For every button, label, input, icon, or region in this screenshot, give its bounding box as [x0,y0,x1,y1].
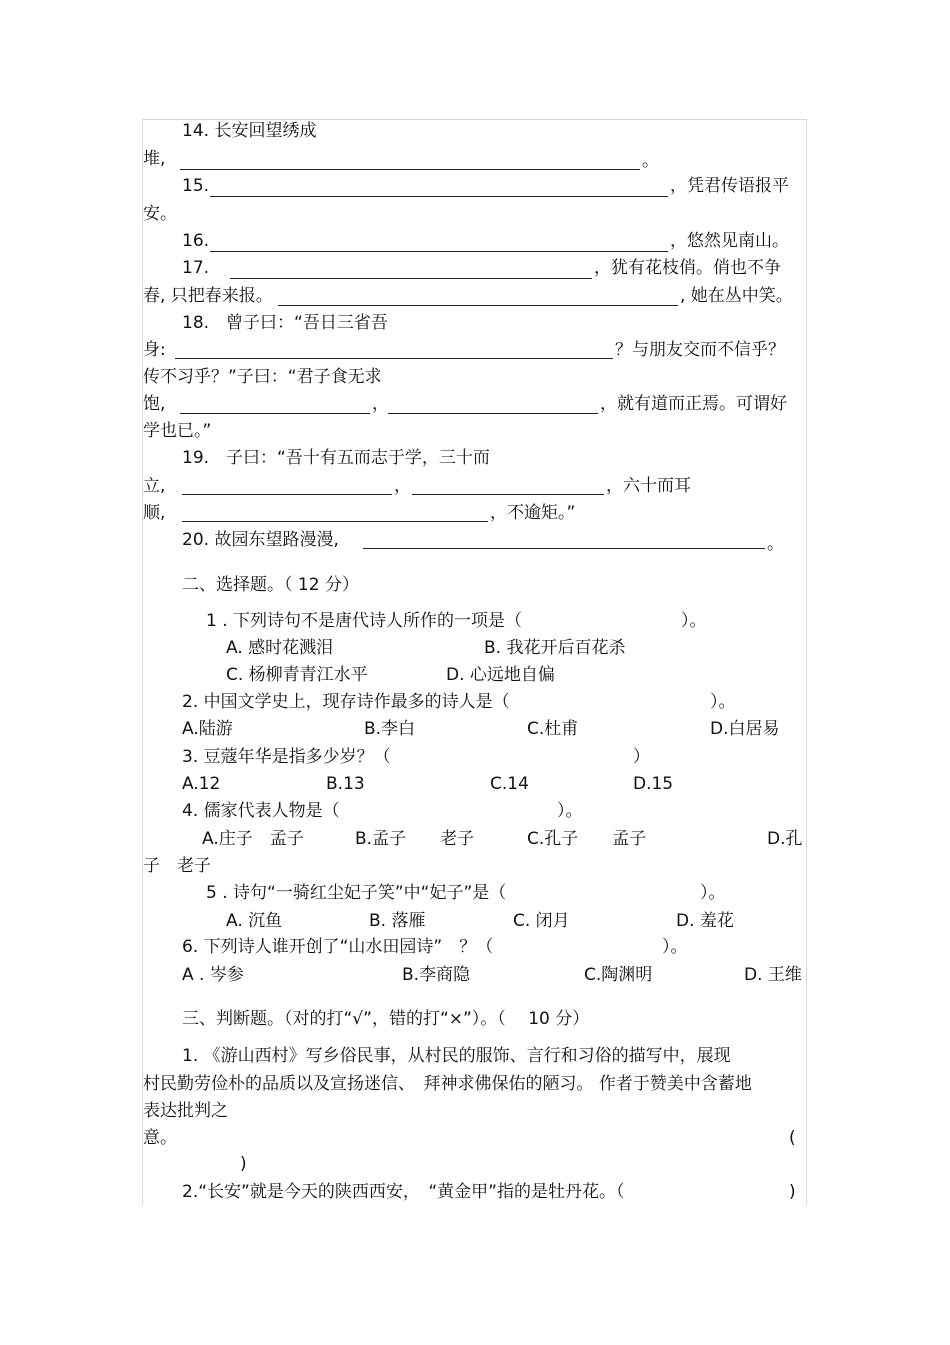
choice-q1-option-a[interactable]: A. 感时花溅泪 [226,638,334,658]
choice-q4-option-d-cont[interactable]: 子 老子 [143,856,211,876]
judge-q1-paren-close[interactable]: ) [240,1154,247,1174]
choice-q2-option-c[interactable]: C.杜甫 [527,719,579,739]
judge-q1-line-1: 1. 《游山西村》写乡俗民事，从村民的服饰、言行和习俗的描写中，展现 [182,1046,731,1066]
choice-q6-option-a[interactable]: A . 岑参 [182,965,244,985]
q17-answer-blank-2[interactable] [278,305,678,306]
choice-q5-stem: 5 . 诗句“一骑红尘妃子笑”中“妃子”是（ [206,883,507,903]
choice-q6-paren-close: ）。 [662,937,688,957]
choice-q5-option-b[interactable]: B. 落雁 [369,911,426,931]
choice-q4-option-c[interactable]: C.孔子 孟子 [527,829,647,849]
choice-q4-paren-close: ）。 [557,801,583,821]
q14-stem: 14. 长安回望绣成 [182,121,317,141]
judge-section-heading: 三、判断题。（对的打“√”，错的打“×”）。（ 10 分） [182,1009,590,1029]
q14-answer-blank[interactable] [180,169,640,170]
q18-stem-4: 饱, [143,394,166,414]
q19-stem-2: ，六十而耳 [606,476,691,496]
q19-comma: ， [394,476,411,496]
q16-stem: ，悠然见南山。 [670,231,789,251]
choice-q1-paren-close: ）。 [681,611,707,631]
choice-q2-option-d[interactable]: D.白居易 [710,719,780,739]
choice-q5-option-a[interactable]: A. 沉鱼 [226,911,283,931]
q20-answer-blank[interactable] [363,548,765,549]
choice-section-heading: 二、选择题。（ 12 分） [182,575,359,595]
choice-q1-stem: 1 . 下列诗句不是唐代诗人所作的一项是（ [206,611,523,631]
choice-q4-stem: 4. 儒家代表人物是（ [182,801,340,821]
q17-number: 17. [182,258,210,278]
q18-comma: ， [372,394,389,414]
q19-stem-cont: 立, [143,476,166,496]
choice-q3-stem: 3. 豆蔻年华是指多少岁？（ [182,747,391,767]
q19-answer-blank-2[interactable] [412,494,604,495]
judge-q1-line-4: 意。 [143,1128,177,1148]
choice-q3-option-b[interactable]: B.13 [326,774,365,794]
choice-q2-stem: 2. 中国文学史上，现存诗作最多的诗人是（ [182,692,510,712]
choice-q6-option-b[interactable]: B.李商隐 [402,965,471,985]
q14-stem-cont: 堆, [143,149,166,169]
judge-q2-stem: 2.“长安”就是今天的陕西西安， “黄金甲”指的是牡丹花。（ [182,1182,625,1202]
q20-stem: 20. 故园东望路漫漫, [182,530,339,550]
q15-stem: ，凭君传语报平 [670,176,789,196]
q18-stem-2: ？与朋友交而不信乎？ [615,340,785,360]
q19-end: ，不逾矩。” [490,503,576,523]
judge-q1-paren-open[interactable]: ( [789,1128,796,1148]
choice-q2-paren-close: ）。 [710,692,736,712]
q18-answer-blank-2[interactable] [180,413,370,414]
choice-q3-paren-close: ） [633,747,650,767]
q14-end: 。 [642,151,659,171]
q15-answer-blank[interactable] [210,196,668,197]
choice-q5-option-c[interactable]: C. 闭月 [513,911,570,931]
choice-q1-option-b[interactable]: B. 我花开后百花杀 [484,638,626,658]
q18-stem-6: 学也已。” [143,421,212,441]
choice-q6-option-c[interactable]: C.陶渊明 [584,965,653,985]
q17-stem-cont: 春, 只把春来报。 [143,286,273,306]
choice-q5-option-d[interactable]: D. 羞花 [676,911,734,931]
q19-answer-blank-3[interactable] [182,521,488,522]
q15-stem-cont: 安。 [143,204,177,224]
choice-q4-option-b[interactable]: B.孟子 老子 [355,829,475,849]
q20-end: 。 [767,534,784,554]
choice-q3-option-c[interactable]: C.14 [490,774,529,794]
q18-stem-cont: 身: [143,340,166,360]
q16-answer-blank[interactable] [210,251,668,252]
page-border-right [806,119,807,1204]
q18-answer-blank-3[interactable] [388,413,598,414]
page-border-top [142,119,806,120]
choice-q5-paren-close: ）。 [700,883,726,903]
q19-answer-blank-1[interactable] [182,494,392,495]
choice-q6-option-d[interactable]: D. 王维 [744,965,802,985]
q19-stem: 19. 子曰：“吾十有五而志于学，三十而 [182,448,490,468]
choice-q3-option-a[interactable]: A.12 [182,774,221,794]
judge-q2-paren-close[interactable]: ) [789,1182,796,1202]
choice-q6-stem: 6. 下列诗人谁开创了“山水田园诗” ？（ [182,937,494,957]
choice-q3-option-d[interactable]: D.15 [633,774,674,794]
page-border-left [142,119,143,1204]
q17-end: , 她在丛中笑。 [680,286,793,306]
q16-number: 16. [182,231,210,251]
choice-q4-option-a[interactable]: A.庄子 孟子 [202,829,304,849]
choice-q2-option-b[interactable]: B.李白 [364,719,416,739]
judge-q1-line-3: 表达批判之 [143,1101,228,1121]
choice-q4-option-d[interactable]: D.孔 [767,829,803,849]
q17-answer-blank-1[interactable] [230,278,592,279]
q18-answer-blank-1[interactable] [175,358,613,359]
q18-stem: 18. 曾子曰：“吾日三省吾 [182,313,388,333]
q17-stem: ，犹有花枝俏。俏也不争 [594,258,781,278]
choice-q1-option-d[interactable]: D. 心远地自偏 [446,665,555,685]
q19-stem-3: 顺, [143,503,166,523]
choice-q1-option-c[interactable]: C. 杨柳青青江水平 [226,665,368,685]
q18-stem-3: 传不习乎？”子曰：“君子食无求 [143,367,382,387]
choice-q2-option-a[interactable]: A.陆游 [182,719,233,739]
q18-stem-5: ，就有道而正焉。可谓好 [600,394,787,414]
q15-number: 15. [182,176,210,196]
judge-q1-line-2: 村民勤劳俭朴的品质以及宣扬迷信、 拜神求佛保佑的陋习。 作者于赞美中含蓄地 [143,1074,752,1094]
